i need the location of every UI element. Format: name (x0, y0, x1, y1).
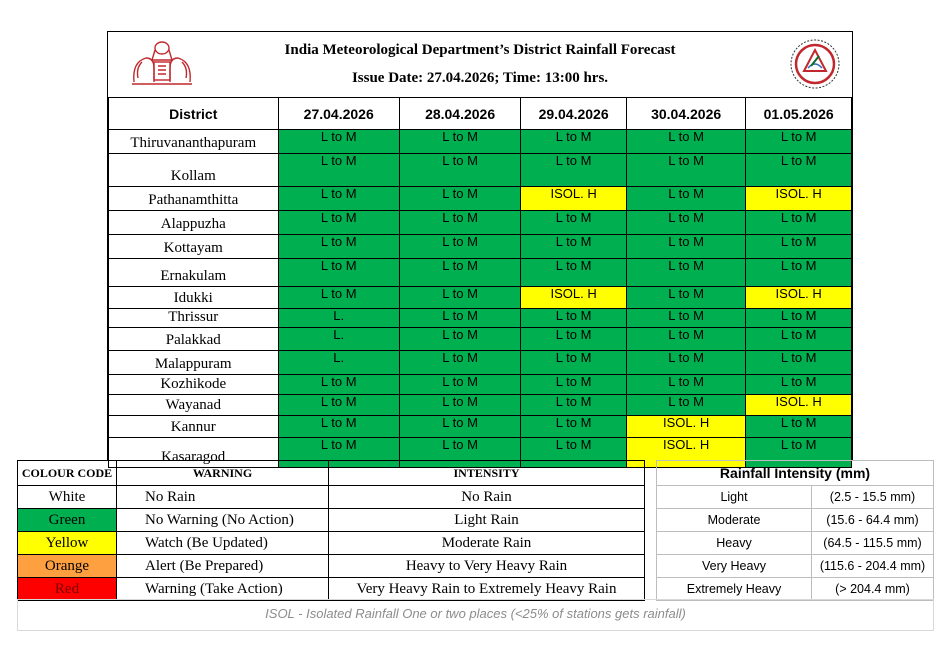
intensity-text: Very Heavy Rain to Extremely Heavy Rain (329, 578, 645, 601)
forecast-cell: L to M (626, 375, 745, 395)
forecast-cell: L to M (399, 235, 520, 259)
forecast-cell: L to M (278, 211, 399, 235)
forecast-cell: L to M (278, 416, 399, 438)
forecast-cell: L to M (746, 309, 852, 328)
intensity-row (657, 532, 934, 555)
forecast-cell: L to M (521, 416, 627, 438)
district-name: Wayanad (109, 395, 279, 416)
intensity-range: (2.5 - 15.5 mm) (812, 486, 934, 509)
intensity-range: (15.6 - 64.4 mm) (812, 509, 934, 532)
col-header-date: 01.05.2026 (746, 98, 852, 130)
colour-code-legend (17, 460, 645, 601)
forecast-cell: ISOL. H (746, 187, 852, 211)
district-name: Thiruvananthapuram (109, 130, 279, 154)
forecast-cell: L to M (521, 438, 627, 468)
forecast-cell: L to M (399, 438, 520, 468)
forecast-cell: L to M (626, 130, 745, 154)
col-header-date: 27.04.2026 (278, 98, 399, 130)
colour-code-swatch: Orange (18, 555, 117, 578)
forecast-cell: L to M (626, 187, 745, 211)
forecast-cell: L. (278, 351, 399, 375)
district-row (109, 130, 852, 154)
district-row (109, 309, 852, 328)
forecast-cell: L to M (746, 235, 852, 259)
district-row (109, 211, 852, 235)
forecast-cell: L to M (399, 416, 520, 438)
isol-footnote: ISOL - Isolated Rainfall One or two places (<25% of stations gets rainfall) (17, 599, 934, 631)
intensity-category: Moderate (657, 509, 812, 532)
col-header-date: 30.04.2026 (626, 98, 745, 130)
district-row (109, 287, 852, 309)
forecast-cell: L to M (278, 259, 399, 287)
colour-code-swatch: Yellow (18, 532, 117, 555)
col-header-date: 29.04.2026 (521, 98, 627, 130)
forecast-cell: L to M (278, 187, 399, 211)
forecast-title: India Meteorological Department’s District Rainfall Forecast (284, 42, 676, 58)
colour-code-swatch: Green (18, 509, 117, 532)
forecast-cell: L to M (521, 351, 627, 375)
legend-row (18, 578, 645, 601)
forecast-cell: L. (278, 309, 399, 328)
forecast-panel (107, 31, 853, 465)
forecast-cell: L to M (521, 375, 627, 395)
intensity-range: (> 204.4 mm) (812, 578, 934, 601)
forecast-cell: L to M (399, 154, 520, 187)
forecast-cell: L to M (399, 351, 520, 375)
col-header-district: District (109, 98, 279, 130)
district-name: Alappuzha (109, 211, 279, 235)
legend-row (18, 532, 645, 555)
forecast-cell: L to M (626, 351, 745, 375)
intensity-range: (64.5 - 115.5 mm) (812, 532, 934, 555)
district-name: Kollam (109, 154, 279, 187)
district-row (109, 351, 852, 375)
forecast-cell: L to M (399, 187, 520, 211)
district-name: Thrissur (109, 309, 279, 328)
forecast-cell: L to M (746, 154, 852, 187)
district-row (109, 154, 852, 187)
rainfall-intensity-title: Rainfall Intensity (mm) (657, 461, 934, 486)
legend-row (18, 555, 645, 578)
col-header-date: 28.04.2026 (399, 98, 520, 130)
forecast-cell: L to M (626, 235, 745, 259)
forecast-header-row (109, 98, 852, 130)
forecast-cell: L to M (278, 130, 399, 154)
forecast-cell: L to M (521, 395, 627, 416)
district-row (109, 395, 852, 416)
forecast-cell: ISOL. H (626, 416, 745, 438)
forecast-cell: L to M (746, 259, 852, 287)
intensity-category: Heavy (657, 532, 812, 555)
warning-text: Warning (Take Action) (117, 578, 329, 601)
forecast-cell: L to M (521, 328, 627, 351)
rainfall-intensity-table (656, 460, 934, 601)
district-row (109, 259, 852, 287)
forecast-cell: L to M (521, 130, 627, 154)
intensity-row (657, 486, 934, 509)
legend-row (18, 509, 645, 532)
forecast-table (108, 97, 852, 468)
district-row (109, 187, 852, 211)
imd-logo (789, 38, 841, 90)
forecast-cell: L to M (399, 309, 520, 328)
intensity-category: Very Heavy (657, 555, 812, 578)
forecast-cell: L to M (399, 287, 520, 309)
forecast-cell: L to M (521, 235, 627, 259)
forecast-cell: L to M (278, 287, 399, 309)
intensity-row (657, 578, 934, 601)
legend-header-warning: WARNING (117, 461, 329, 486)
legend-header-colour-code: COLOUR CODE (18, 461, 117, 486)
forecast-cell: L to M (746, 351, 852, 375)
warning-text: Watch (Be Updated) (117, 532, 329, 555)
intensity-text: No Rain (329, 486, 645, 509)
forecast-cell: L to M (399, 130, 520, 154)
forecast-cell: L to M (399, 259, 520, 287)
forecast-cell: L to M (399, 211, 520, 235)
legend-row (18, 486, 645, 509)
district-row (109, 416, 852, 438)
forecast-cell: L to M (626, 211, 745, 235)
district-row (109, 328, 852, 351)
warning-text: Alert (Be Prepared) (117, 555, 329, 578)
forecast-cell: ISOL. H (521, 187, 627, 211)
intensity-row (657, 509, 934, 532)
forecast-cell: ISOL. H (521, 287, 627, 309)
forecast-cell: L. (278, 328, 399, 351)
forecast-cell: ISOL. H (746, 395, 852, 416)
forecast-header (108, 32, 852, 98)
forecast-cell: L to M (278, 395, 399, 416)
intensity-text: Heavy to Very Heavy Rain (329, 555, 645, 578)
forecast-cell: L to M (521, 259, 627, 287)
forecast-cell: L to M (626, 259, 745, 287)
colour-code-swatch: White (18, 486, 117, 509)
district-name: Kottayam (109, 235, 279, 259)
forecast-cell: L to M (278, 235, 399, 259)
forecast-cell: L to M (626, 309, 745, 328)
forecast-cell: L to M (399, 328, 520, 351)
warning-text: No Warning (No Action) (117, 509, 329, 532)
district-name: Kozhikode (109, 375, 279, 395)
forecast-cell: L to M (399, 395, 520, 416)
forecast-cell: L to M (521, 309, 627, 328)
forecast-cell: L to M (746, 375, 852, 395)
district-name: Palakkad (109, 328, 279, 351)
forecast-cell: L to M (746, 130, 852, 154)
intensity-row (657, 555, 934, 578)
district-row (109, 375, 852, 395)
forecast-cell: L to M (746, 328, 852, 351)
forecast-cell: L to M (399, 375, 520, 395)
district-name: Kasaragod (109, 438, 279, 468)
forecast-cell: L to M (521, 154, 627, 187)
colour-code-swatch: Red (18, 578, 117, 601)
legend-header-row (18, 461, 645, 486)
forecast-cell: L to M (626, 154, 745, 187)
forecast-cell: L to M (626, 287, 745, 309)
intensity-text: Moderate Rain (329, 532, 645, 555)
forecast-cell: L to M (278, 375, 399, 395)
district-name: Pathanamthitta (109, 187, 279, 211)
district-row (109, 235, 852, 259)
intensity-range: (115.6 - 204.4 mm) (812, 555, 934, 578)
forecast-cell: L to M (278, 154, 399, 187)
intensity-text: Light Rain (329, 509, 645, 532)
forecast-cell: ISOL. H (746, 287, 852, 309)
intensity-category: Light (657, 486, 812, 509)
forecast-cell: L to M (746, 211, 852, 235)
forecast-cell: ISOL. H (626, 438, 745, 468)
intensity-category: Extremely Heavy (657, 578, 812, 601)
forecast-cell: L to M (626, 328, 745, 351)
district-name: Ernakulam (109, 259, 279, 287)
district-name: Malappuram (109, 351, 279, 375)
issue-date: Issue Date: 27.04.2026; Time: 13:00 hrs. (351, 70, 609, 86)
forecast-cell: L to M (626, 395, 745, 416)
forecast-cell: L to M (521, 211, 627, 235)
legend-header-intensity: INTENSITY (329, 461, 645, 486)
district-name: Kannur (109, 416, 279, 438)
forecast-cell: L to M (746, 416, 852, 438)
district-name: Idukki (109, 287, 279, 309)
rainfall-intensity-header-row (657, 461, 934, 486)
forecast-cell: L to M (746, 438, 852, 468)
warning-text: No Rain (117, 486, 329, 509)
forecast-cell: L to M (278, 438, 399, 468)
